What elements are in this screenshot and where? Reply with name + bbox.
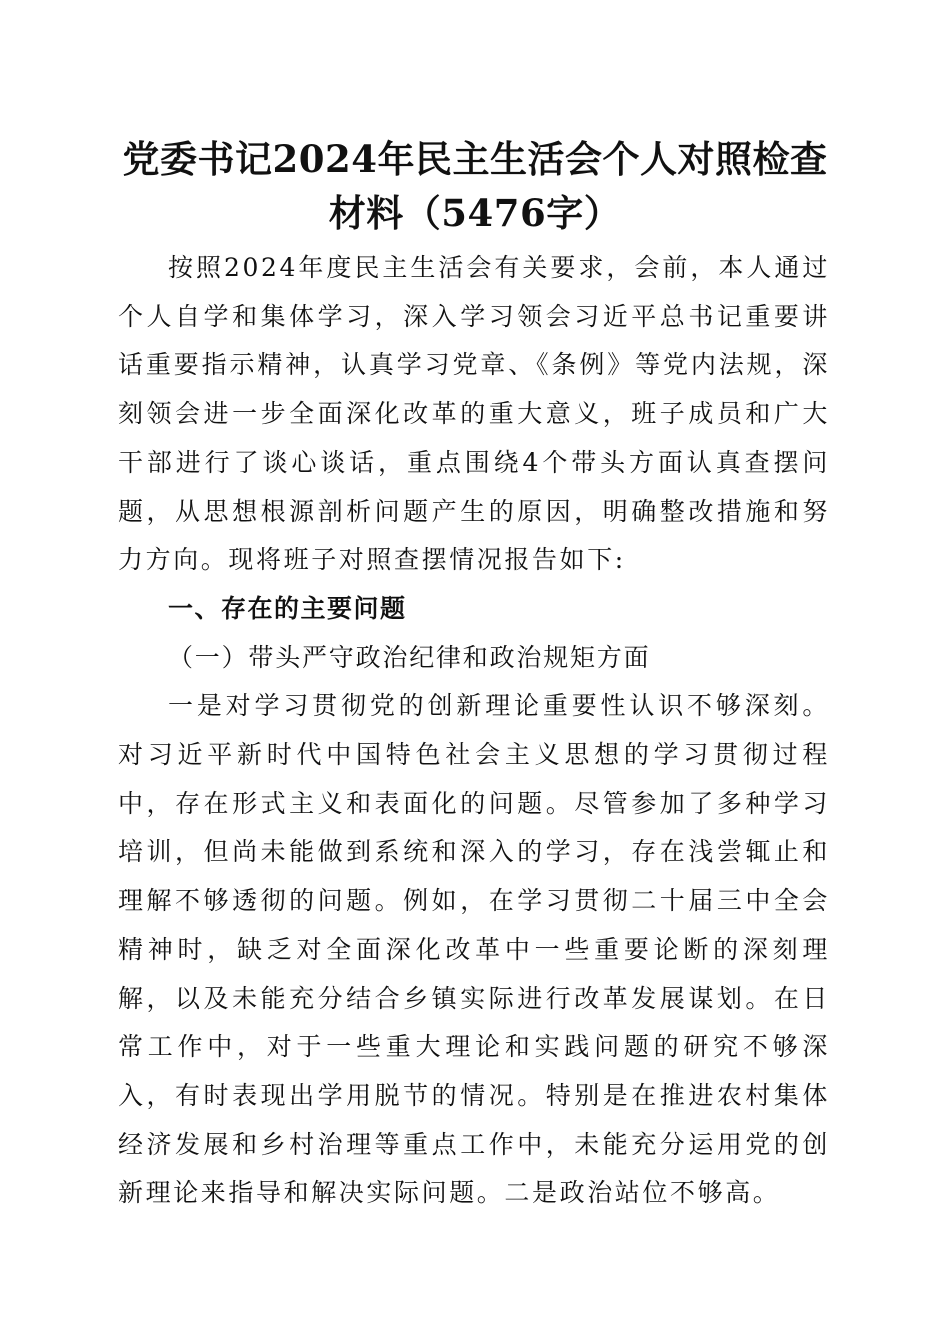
intro-paragraph: 按照2024年度民主生活会有关要求，会前，本人通过个人自学和集体学习，深入学习领会习近平总书记重要讲话重要指示精神，认真学习党章、《条例》等党内法规，深刻领会进一步全面深化改革的重大意义，班子成员和广大干部进行了谈心谈话，重点围绕4个带头方面认真查摆问题，从思想根源剖析问题产生的原因，明确整改措施和努力方向。现将班子对照查摆情况报告如下: — [118, 253, 830, 575]
subsection-heading-political-discipline: （一）带头严守政治纪律和政治规矩方面 — [168, 642, 651, 672]
section-heading-main-problems: 一、存在的主要问题 — [168, 593, 407, 623]
document-body — [118, 244, 830, 1218]
document-title: 党委书记2024年民主生活会个人对照检查材料（5476字） — [122, 137, 828, 235]
body-paragraph: 一是对学习贯彻党的创新理论重要性认识不够深刻。对习近平新时代中国特色社会主义思想的学习贯彻过程中，存在形式主义和表面化的问题。尽管参加了多种学习培训，但尚未能做到系统和深入的学习，存在浅尝辄止和理解不够透彻的问题。例如，在学习贯彻二十届三中全会精神时，缺乏对全面深化改革中一些重要论断的深刻理解，以及未能充分结合乡镇实际进行改革发展谋划。在日常工作中，对于一些重大理论和实践问题的研究不够深入，有时表现出学用脱节的情况。特别是在推进农村集体经济发展和乡村治理等重点工作中，未能充分运用党的创新理论来指导和解决实际问题。二是政治站位不够高。 — [118, 691, 830, 1208]
